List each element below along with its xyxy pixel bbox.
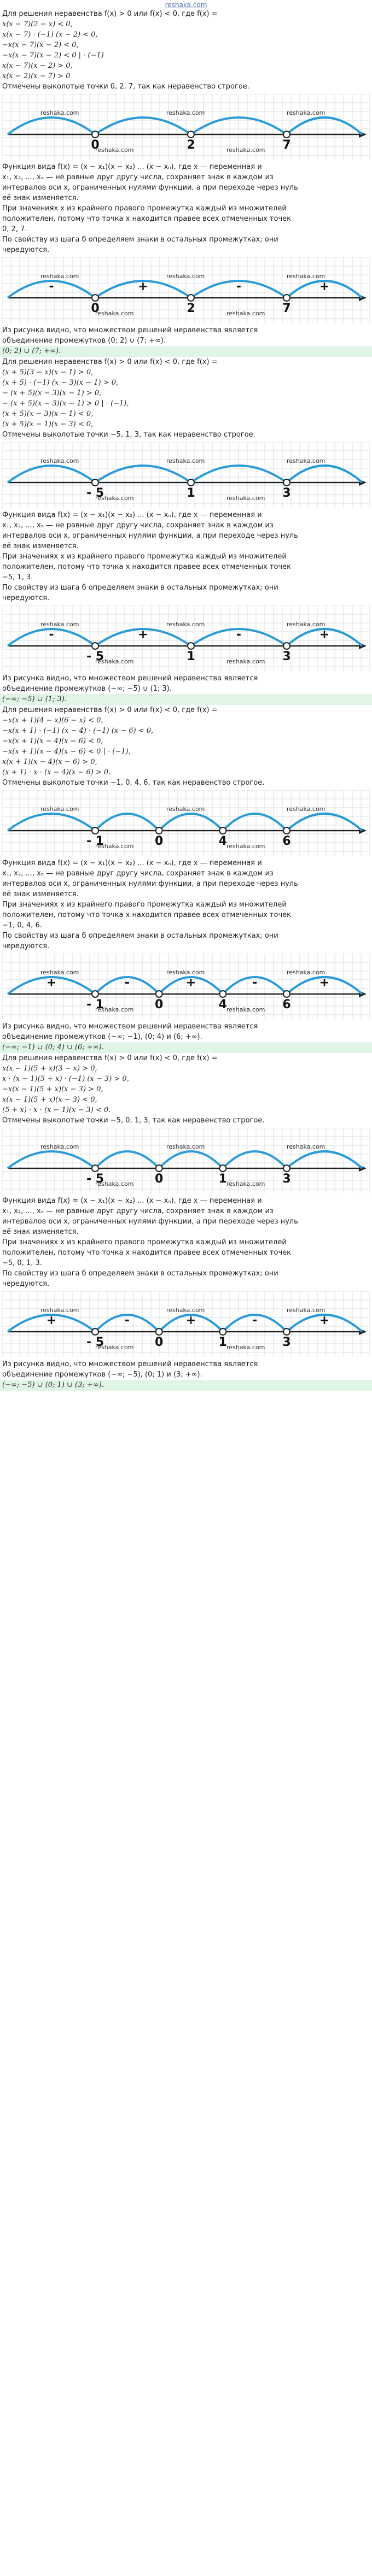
explanation-line: По свойству из шага б определяем знаки в остальных промежутках; они bbox=[2, 932, 278, 940]
equation-line: x(x − 1)(5 + x)(3 − x) > 0, bbox=[2, 1064, 97, 1073]
watermark: reshaka.com bbox=[226, 146, 265, 154]
interval-sign: + bbox=[46, 976, 57, 990]
equation-line: x(x − 7)(x − 2) > 0, bbox=[2, 62, 73, 70]
watermark: reshaka.com bbox=[287, 969, 326, 976]
equation-line: −x(x + 1)(4 − x)(6 − x) < 0, bbox=[2, 716, 103, 725]
explanation-line: x₁, x₂, ..., xₙ — не равные друг другу числа, сохраняет знак в каждом из bbox=[2, 521, 274, 530]
site-link[interactable]: reshaka.com bbox=[165, 1, 207, 9]
excluded-point bbox=[92, 479, 98, 486]
number-line-svg bbox=[2, 1291, 370, 1357]
equation-line: − (x + 5)(x − 3)(x − 1) > 0 | · (−1), bbox=[2, 399, 129, 408]
solution-section bbox=[0, 9, 372, 357]
equation-line: x(x − 2)(x − 7) > 0 bbox=[2, 72, 71, 80]
point-label: 1 bbox=[218, 1336, 227, 1349]
equation-line: (x + 5)(x − 3)(x − 1) < 0, bbox=[2, 410, 94, 418]
watermark: reshaka.com bbox=[226, 1006, 265, 1013]
excluded-point bbox=[188, 131, 194, 138]
watermark: reshaka.com bbox=[226, 1180, 265, 1187]
interval-sign: - bbox=[252, 1314, 258, 1327]
explanation-line: При значениях x из крайнего правого промежутка каждый из множителей bbox=[2, 1238, 287, 1246]
excluded-point bbox=[188, 479, 194, 486]
interval-sign: + bbox=[319, 976, 330, 990]
explanation-line: чередуются. bbox=[2, 942, 50, 950]
equation-line: x · (x − 1)(5 + x) · (−1) (x − 3) > 0, bbox=[2, 1075, 129, 1083]
explanation-line: Функция вида f(x) = (x − x₁)(x − x₂) ... (x − xₙ), где x — переменная и bbox=[2, 1197, 262, 1205]
watermark: reshaka.com bbox=[166, 109, 205, 116]
explanation-line: положителен, потому что точка x находится правее всех отмеченных точек bbox=[2, 1249, 291, 1257]
explanation-line: По свойству из шага б определяем знаки в остальных промежутках; они bbox=[2, 1269, 278, 1278]
point-label: 4 bbox=[218, 998, 227, 1011]
excluded-point bbox=[283, 1328, 290, 1335]
sign-chart-figure bbox=[2, 1291, 370, 1357]
excluded-point bbox=[92, 827, 98, 834]
explanation-line: Функция вида f(x) = (x − x₁)(x − x₂) ... (x − xₙ), где x — переменная и bbox=[2, 163, 262, 171]
number-line-svg bbox=[2, 94, 370, 160]
equation-line: x(x − 7)(2 − x) < 0, bbox=[2, 20, 73, 28]
interval-sign: + bbox=[138, 280, 148, 293]
excluded-point bbox=[92, 295, 98, 301]
answer-box: (0; 2) ∪ (7; +∞). bbox=[0, 346, 372, 357]
interval-sign: - bbox=[49, 628, 54, 642]
excluded-point bbox=[219, 1165, 226, 1172]
watermark: reshaka.com bbox=[287, 805, 326, 813]
equation-line: −x(x + 1)(x − 4)(x − 6) < 0, bbox=[2, 737, 103, 745]
equation-line: Для решения неравенства f(x) > 0 или f(x) < 0, где f(x) = bbox=[2, 1054, 218, 1062]
watermark: reshaka.com bbox=[95, 495, 134, 502]
answer-box: (−∞; −5) ∪ (0; 1) ∪ (3; +∞). bbox=[0, 1380, 372, 1391]
watermark: reshaka.com bbox=[287, 621, 326, 628]
explanation-line: −5, 0, 1, 3. bbox=[2, 1259, 42, 1267]
point-label: - 1 bbox=[86, 998, 104, 1011]
grid bbox=[2, 257, 370, 323]
explanation-line: При значениях x из крайнего правого промежутка каждый из множителей bbox=[2, 901, 287, 909]
explanation-line: По свойству из шага б определяем знаки в остальных промежутках; они bbox=[2, 236, 278, 244]
point-label: - 5 bbox=[86, 486, 104, 500]
conclusion-line: Из рисунка видно, что множеством решений неравенства является bbox=[2, 1360, 258, 1368]
watermark: reshaka.com bbox=[166, 1143, 205, 1150]
note-line: Отмечены выколотые точки −5, 1, 3, так как неравенство строгое. bbox=[2, 431, 255, 439]
point-label: 2 bbox=[187, 138, 195, 152]
explanation-line: чередуются. bbox=[2, 246, 50, 254]
explanation-line: x₁, x₂, ..., xₙ — не равные друг другу числа, сохраняет знак в каждом из bbox=[2, 869, 274, 878]
answer-box: (−∞; −1) ∪ (0; 4) ∪ (6; +∞). bbox=[0, 1042, 372, 1053]
answer-box: (−∞; −5) ∪ (1; 3). bbox=[0, 694, 372, 705]
excluded-point bbox=[283, 1165, 290, 1172]
point-label: 3 bbox=[282, 650, 291, 663]
equation-line: −x(x − 7)(x − 2) < 0, bbox=[2, 41, 79, 49]
sign-chart-figure bbox=[2, 954, 370, 1019]
watermark: reshaka.com bbox=[166, 805, 205, 813]
interval-sign: + bbox=[319, 628, 330, 642]
point-label: 3 bbox=[282, 486, 291, 500]
conclusion-line: Из рисунка видно, что множеством решений неравенства является bbox=[2, 326, 258, 334]
excluded-point bbox=[188, 643, 194, 649]
point-label: 4 bbox=[218, 834, 227, 848]
explanation-line: чередуются. bbox=[2, 594, 50, 602]
explanation-line: При значениях x из крайнего правого промежутка каждый из множителей bbox=[2, 204, 287, 213]
number-line-figure bbox=[2, 1128, 370, 1193]
explanation-line: x₁, x₂, ..., xₙ — не равные друг другу числа, сохраняет знак в каждом из bbox=[2, 1207, 274, 1215]
watermark: reshaka.com bbox=[95, 843, 134, 850]
note-line: Отмечены выколотые точки 0, 2, 7, так как неравенство строгое. bbox=[2, 83, 249, 91]
point-label: 7 bbox=[282, 138, 291, 152]
conclusion-line: объединение промежутков (0; 2) ∪ (7; +∞). bbox=[2, 337, 166, 345]
explanation-line: −1, 0, 4, 6. bbox=[2, 921, 42, 930]
excluded-point bbox=[188, 295, 194, 301]
number-line-svg bbox=[2, 442, 370, 508]
equation-line: Для решения неравенства f(x) > 0 или f(x) < 0, где f(x) = bbox=[2, 706, 218, 714]
sign-chart-figure bbox=[2, 605, 370, 671]
explanation-line: По свойству из шага б определяем знаки в остальных промежутках; они bbox=[2, 584, 278, 592]
watermark: reshaka.com bbox=[95, 1180, 134, 1187]
equation-line: (x + 5) · (−1) (x − 3)(x − 1) > 0, bbox=[2, 379, 119, 387]
explanation-line: интервалов оси x, ограниченных нулями функции, а при переходе через нуль bbox=[2, 184, 298, 192]
excluded-point bbox=[156, 1165, 162, 1172]
equation-line: Для решения неравенства f(x) > 0 или f(x) < 0, где f(x) = bbox=[2, 358, 218, 366]
excluded-point bbox=[156, 1328, 162, 1335]
watermark: reshaka.com bbox=[40, 109, 79, 116]
explanation-line: Функция вида f(x) = (x − x₁)(x − x₂) ... (x − xₙ), где x — переменная и bbox=[2, 859, 262, 867]
solution-section bbox=[0, 1053, 372, 1391]
solution-section bbox=[0, 357, 372, 705]
equation-line: Для решения неравенства f(x) > 0 или f(x) < 0, где f(x) = bbox=[2, 10, 218, 18]
conclusion-line: Из рисунка видно, что множеством решений неравенства является bbox=[2, 1022, 258, 1031]
note-line: Отмечены выколотые точки −1, 0, 4, 6, так как неравенство строгое. bbox=[2, 779, 265, 787]
equation-line: − (x + 5)(x − 3)(x − 1) > 0, bbox=[2, 389, 102, 397]
number-line-svg bbox=[2, 605, 370, 671]
equation-line: (x + 1) · x · (x − 4)(x − 6) > 0. bbox=[2, 768, 111, 777]
point-label: 2 bbox=[187, 302, 195, 315]
watermark: reshaka.com bbox=[40, 969, 79, 976]
sign-chart-figure bbox=[2, 257, 370, 323]
explanation-line: положителен, потому что точка x находится правее всех отмеченных точек bbox=[2, 215, 291, 223]
excluded-point bbox=[156, 827, 162, 834]
interval-sign: + bbox=[319, 280, 330, 293]
number-line-figure bbox=[2, 790, 370, 856]
interval-sign: - bbox=[124, 976, 130, 990]
number-line-figure bbox=[2, 442, 370, 508]
watermark: reshaka.com bbox=[40, 273, 79, 280]
grid bbox=[2, 790, 370, 856]
number-line-svg bbox=[2, 790, 370, 856]
point-label: 6 bbox=[282, 998, 291, 1011]
number-line-svg bbox=[2, 257, 370, 323]
excluded-point bbox=[92, 991, 98, 997]
explanation-line: положителен, потому что точка x находится правее всех отмеченных точек bbox=[2, 563, 291, 571]
watermark: reshaka.com bbox=[226, 495, 265, 502]
explanation-line: Функция вида f(x) = (x − x₁)(x − x₂) ... (x − xₙ), где x — переменная и bbox=[2, 511, 262, 519]
interval-sign: + bbox=[185, 1314, 196, 1327]
point-label: - 5 bbox=[86, 1336, 104, 1349]
explanation-line: чередуются. bbox=[2, 1280, 50, 1288]
watermark: reshaka.com bbox=[40, 1143, 79, 1150]
grid bbox=[2, 94, 370, 160]
excluded-point bbox=[283, 295, 290, 301]
number-line-svg bbox=[2, 954, 370, 1019]
point-label: 1 bbox=[187, 486, 195, 500]
watermark: reshaka.com bbox=[287, 1307, 326, 1314]
interval-sign: + bbox=[46, 1314, 57, 1327]
interval-sign: - bbox=[236, 280, 242, 293]
point-label: - 5 bbox=[86, 1172, 104, 1186]
watermark: reshaka.com bbox=[226, 310, 265, 317]
grid bbox=[2, 1128, 370, 1193]
point-label: 0 bbox=[155, 998, 164, 1011]
explanation-line: её знак изменяется. bbox=[2, 194, 79, 202]
point-label: - 5 bbox=[86, 650, 104, 663]
equation-line: x(x + 1)(x − 4)(x − 6) > 0, bbox=[2, 758, 97, 766]
excluded-point bbox=[92, 131, 98, 138]
point-label: 3 bbox=[282, 1336, 291, 1349]
interval-sign: - bbox=[236, 628, 242, 642]
watermark: reshaka.com bbox=[40, 457, 79, 464]
explanation-line: интервалов оси x, ограниченных нулями функции, а при переходе через нуль bbox=[2, 880, 298, 888]
watermark: reshaka.com bbox=[95, 146, 134, 154]
watermark: reshaka.com bbox=[166, 1307, 205, 1314]
point-label: 0 bbox=[155, 1336, 164, 1349]
explanation-line: −5, 1, 3. bbox=[2, 573, 33, 581]
equation-line: −x(x + 1)(x − 4)(x − 6) < 0 | · (−1), bbox=[2, 748, 131, 756]
watermark: reshaka.com bbox=[40, 805, 79, 813]
watermark: reshaka.com bbox=[166, 273, 205, 280]
watermark: reshaka.com bbox=[287, 273, 326, 280]
watermark: reshaka.com bbox=[95, 310, 134, 317]
excluded-point bbox=[156, 991, 162, 997]
interval-sign: - bbox=[124, 1314, 130, 1327]
watermark: reshaka.com bbox=[226, 658, 265, 665]
conclusion-line: объединение промежутков (−∞; −5), (0; 1) и (3; +∞). bbox=[2, 1371, 202, 1379]
point-label: 0 bbox=[91, 302, 100, 315]
point-label: - 1 bbox=[86, 834, 104, 848]
note-line: Отмечены выколотые точки −5, 0, 1, 3, так как неравенство строгое. bbox=[2, 1116, 265, 1125]
excluded-point bbox=[219, 991, 226, 997]
interval-sign: + bbox=[185, 976, 196, 990]
grid bbox=[2, 442, 370, 508]
solution-section bbox=[0, 705, 372, 1053]
excluded-point bbox=[219, 1328, 226, 1335]
point-label: 6 bbox=[282, 834, 291, 848]
excluded-point bbox=[92, 1328, 98, 1335]
equation-line: (5 + x) · x · (x − 1)(x − 3) < 0. bbox=[2, 1106, 111, 1114]
watermark: reshaka.com bbox=[287, 457, 326, 464]
point-label: 0 bbox=[155, 834, 164, 848]
equation-line: −x(x + 1) · (−1) (x − 4) · (−1) (x − 6) < 0, bbox=[2, 727, 154, 735]
excluded-point bbox=[283, 479, 290, 486]
explanation-line: При значениях x из крайнего правого промежутка каждый из множителей bbox=[2, 552, 287, 561]
watermark: reshaka.com bbox=[40, 621, 79, 628]
point-label: 7 bbox=[282, 302, 291, 315]
watermark: reshaka.com bbox=[287, 1143, 326, 1150]
conclusion-line: объединение промежутков (−∞; −5) ∪ (1; 3). bbox=[2, 685, 172, 693]
explanation-line: интервалов оси x, ограниченных нулями функции, а при переходе через нуль bbox=[2, 1218, 298, 1226]
explanation-line: её знак изменяется. bbox=[2, 542, 79, 550]
explanation-line: x₁, x₂, ..., xₙ — не равные друг другу числа, сохраняет знак в каждом из bbox=[2, 173, 274, 181]
watermark: reshaka.com bbox=[40, 1307, 79, 1314]
point-label: 1 bbox=[187, 650, 195, 663]
watermark: reshaka.com bbox=[226, 843, 265, 850]
conclusion-line: Из рисунка видно, что множеством решений неравенства является bbox=[2, 674, 258, 683]
watermark: reshaka.com bbox=[166, 621, 205, 628]
explanation-line: её знак изменяется. bbox=[2, 1228, 79, 1236]
point-label: 0 bbox=[155, 1172, 164, 1186]
point-label: 1 bbox=[218, 1172, 227, 1186]
excluded-point bbox=[283, 991, 290, 997]
excluded-point bbox=[283, 643, 290, 649]
equation-line: −x(x − 7)(x − 2) < 0 | · (−1) bbox=[2, 51, 104, 60]
point-label: 3 bbox=[282, 1172, 291, 1186]
watermark: reshaka.com bbox=[95, 1006, 134, 1013]
interval-sign: + bbox=[319, 1314, 330, 1327]
interval-sign: - bbox=[49, 280, 54, 293]
equation-line: (x + 5)(3 − x)(x − 1) > 0, bbox=[2, 368, 94, 377]
point-label: 0 bbox=[91, 138, 100, 152]
watermark: reshaka.com bbox=[95, 658, 134, 665]
equation-line: x(x − 1)(5 + x)(x − 3) < 0, bbox=[2, 1096, 97, 1104]
equation-line: (x + 5)(x − 1)(x − 3) < 0, bbox=[2, 420, 94, 428]
excluded-point bbox=[92, 1165, 98, 1172]
explanation-line: её знак изменяется. bbox=[2, 890, 79, 898]
number-line-svg bbox=[2, 1128, 370, 1193]
watermark: reshaka.com bbox=[287, 109, 326, 116]
grid bbox=[2, 605, 370, 671]
watermark: reshaka.com bbox=[95, 1344, 134, 1351]
watermark: reshaka.com bbox=[166, 969, 205, 976]
explanation-line: положителен, потому что точка x находится правее всех отмеченных точек bbox=[2, 911, 291, 919]
excluded-point bbox=[92, 643, 98, 649]
excluded-point bbox=[283, 131, 290, 138]
interval-sign: + bbox=[138, 628, 148, 642]
conclusion-line: объединение промежутков (−∞; −1), (0; 4) и (6; +∞). bbox=[2, 1033, 202, 1041]
explanation-line: интервалов оси x, ограниченных нулями функции, а при переходе через нуль bbox=[2, 532, 298, 540]
excluded-point bbox=[219, 827, 226, 834]
equation-line: −x(x − 1)(5 + x)(x − 3) > 0, bbox=[2, 1085, 103, 1093]
watermark: reshaka.com bbox=[166, 457, 205, 464]
equation-line: x(x − 7) · (−1) (x − 2) < 0, bbox=[2, 31, 98, 39]
interval-sign: - bbox=[252, 976, 258, 990]
explanation-line: 0, 2, 7. bbox=[2, 225, 27, 233]
content bbox=[0, 9, 372, 1391]
number-line-figure bbox=[2, 94, 370, 160]
watermark: reshaka.com bbox=[226, 1344, 265, 1351]
excluded-point bbox=[283, 827, 290, 834]
